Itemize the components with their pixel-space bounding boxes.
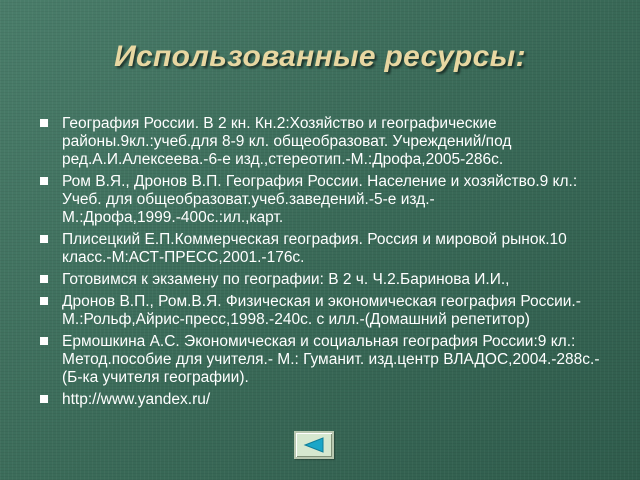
link-text[interactable]: http://www.yandex.ru/: [62, 391, 211, 408]
square-bullet-icon: [40, 177, 48, 185]
square-bullet-icon: [40, 275, 48, 283]
list-item-text: Готовимся к экзамену по географии: В 2 ч. Ч.2.Баринова И.И.,: [62, 271, 510, 288]
square-bullet-icon: [40, 119, 48, 127]
resource-list: [40, 115, 610, 413]
list-item-text: География России. В 2 кн. Кн.2:Хозяйство и географические районы.9кл.:учеб.для 8-9 кл. общеобразоват. Учреждений/под ред.А.И.Алексеева.-6-е изд.,стереотип.-М.:Дрофа,2005-286с.: [62, 115, 512, 168]
list-item: [40, 333, 610, 387]
list-item: [40, 173, 610, 227]
list-item-link[interactable]: [40, 391, 610, 409]
list-item: [40, 293, 610, 329]
square-bullet-icon: [40, 395, 48, 403]
square-bullet-icon: [40, 235, 48, 243]
slide-title: Использованные ресурсы:: [114, 40, 526, 73]
list-item: [40, 231, 610, 267]
square-bullet-icon: [40, 297, 48, 305]
list-item-text: Плисецкий Е.П.Коммерческая география. Россия и мировой рынок.10 класс.-М:АСТ-ПРЕСС,2001.-176с.: [62, 231, 567, 266]
list-item: [40, 115, 610, 169]
list-item-text: Ром В.Я., Дронов В.П. География России. Население и хозяйство.9 кл.: Учеб. для общеобразоват.учеб.заведений.-5-е изд.-М.:Дрофа,1999.-400с.:ил.,карт.: [62, 173, 578, 226]
list-item-text: Дронов В.П., Ром.В.Я. Физическая и экономическая география России.-М.:Рольф,Айрис-пресс,1998.-240с. с илл.-(Домашний репетитор): [62, 293, 581, 328]
list-item: [40, 271, 610, 289]
back-button[interactable]: [294, 431, 334, 459]
square-bullet-icon: [40, 337, 48, 345]
list-item-text: Ермошкина А.С. Экономическая и социальная география России:9 кл.: Метод.пособие для учителя.- М.: Гуманит. изд.центр ВЛАДОС,2004.-288с.-(Б-ка учителя географии).: [62, 333, 600, 386]
triangle-left-icon: [301, 436, 327, 454]
